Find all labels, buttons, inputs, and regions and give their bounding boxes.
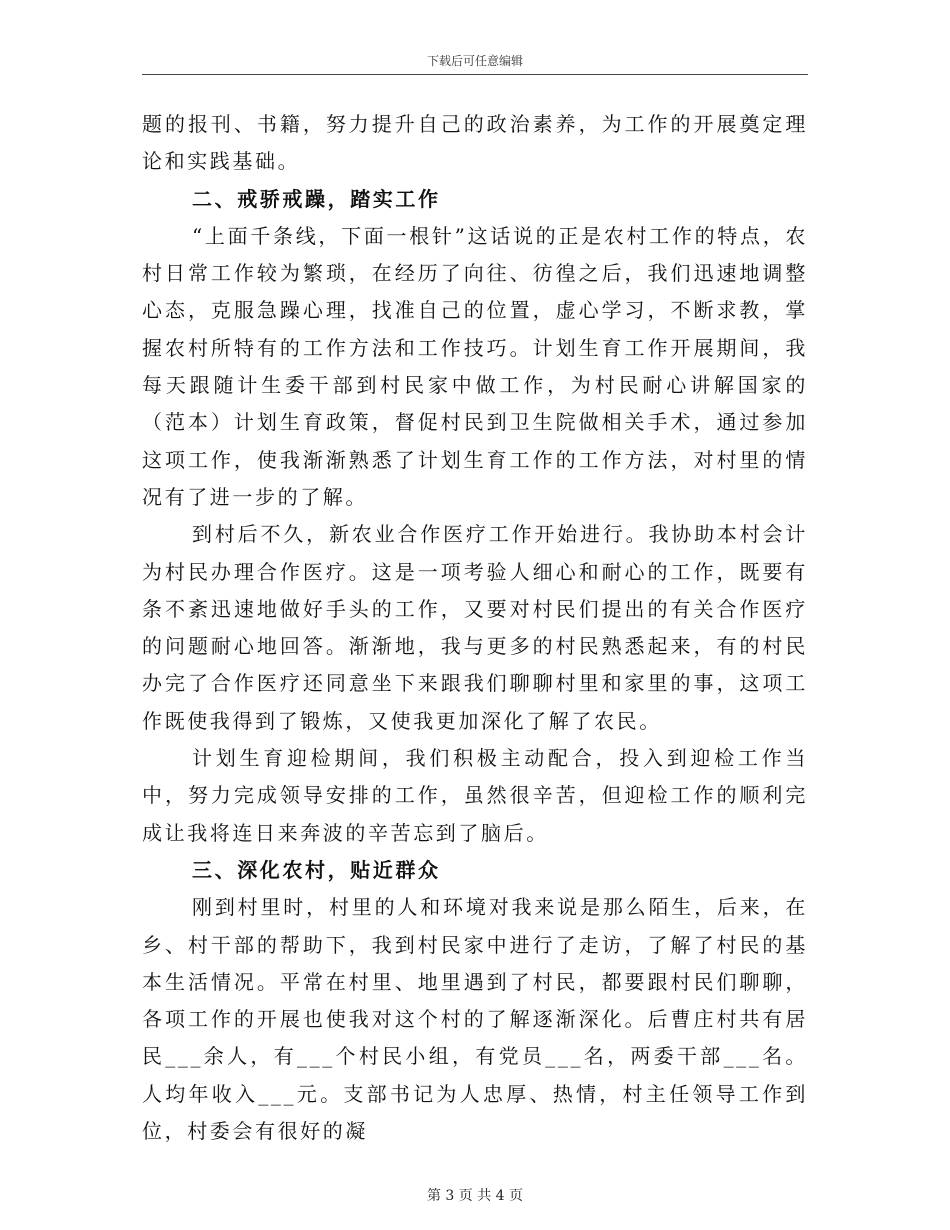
document-body bbox=[142, 106, 808, 1150]
page-footer: 第 3 页 共 4 页 bbox=[426, 1188, 524, 1204]
paragraph-continued: 题的报刊、书籍，努力提升自己的政治素养，为工作的开展奠定理论和实践基础。 bbox=[142, 112, 808, 174]
page-header: 下载后可任意编辑 bbox=[426, 54, 523, 68]
section-heading-2: 二、戒骄戒躁，踏实工作 bbox=[192, 186, 441, 211]
paragraph: “上面千条线，下面一根针”这话说的正是农村工作的特点，农村日常工作较为繁琐，在经历了向往、彷徨之后，我们迅速地调整心态，克服急躁心理，找准自己的位置，虚心学习，不断求教，掌握农村所特有的工作方法和工作技巧。计划生育工作开展期间，我每天跟随计生委干部到村民家中做工作，为村民耐心讲解国家的（范本）计划生育政策，督促村民到卫生院做相关手术，通过参加这项工作，使我渐渐熟悉了计划生育工作的工作方法，对村里的情况有了进一步的了解。 bbox=[142, 223, 808, 509]
paragraph: 刚到村里时，村里的人和环境对我来说是那么陌生，后来，在乡、村干部的帮助下，我到村民家中进行了走访，了解了村民的基本生活情况。平常在村里、地里遇到了村民，都要跟村民们聊聊，各项工作的开展也使我对这个村的了解逐渐深化。后曹庄村共有居民___余人，有___个村民小组，有党员___名，两委干部___名。人均年收入___元。支部书记为人忠厚、热情，村主任领导工作到位，村委会有很好的凝 bbox=[142, 895, 808, 1144]
paragraph: 计划生育迎检期间，我们积极主动配合，投入到迎检工作当中，努力完成领导安排的工作，虽然很辛苦，但迎检工作的顺利完成让我将连日来奔波的辛苦忘到了脑后。 bbox=[142, 746, 808, 845]
header-divider bbox=[142, 74, 808, 75]
section-heading-3: 三、深化农村，贴近群众 bbox=[192, 857, 441, 882]
paragraph: 到村后不久，新农业合作医疗工作开始进行。我协助本村会计为村民办理合作医疗。这是一项考验人细心和耐心的工作，既要有条不紊迅速地做好手头的工作，又要对村民们提出的有关合作医疗的问题耐心地回答。渐渐地，我与更多的村民熟悉起来，有的村民办完了合作医疗还同意坐下来跟我们聊聊村里和家里的事，这项工作既使我得到了锻炼，又使我更加深化了解了农民。 bbox=[142, 522, 808, 733]
